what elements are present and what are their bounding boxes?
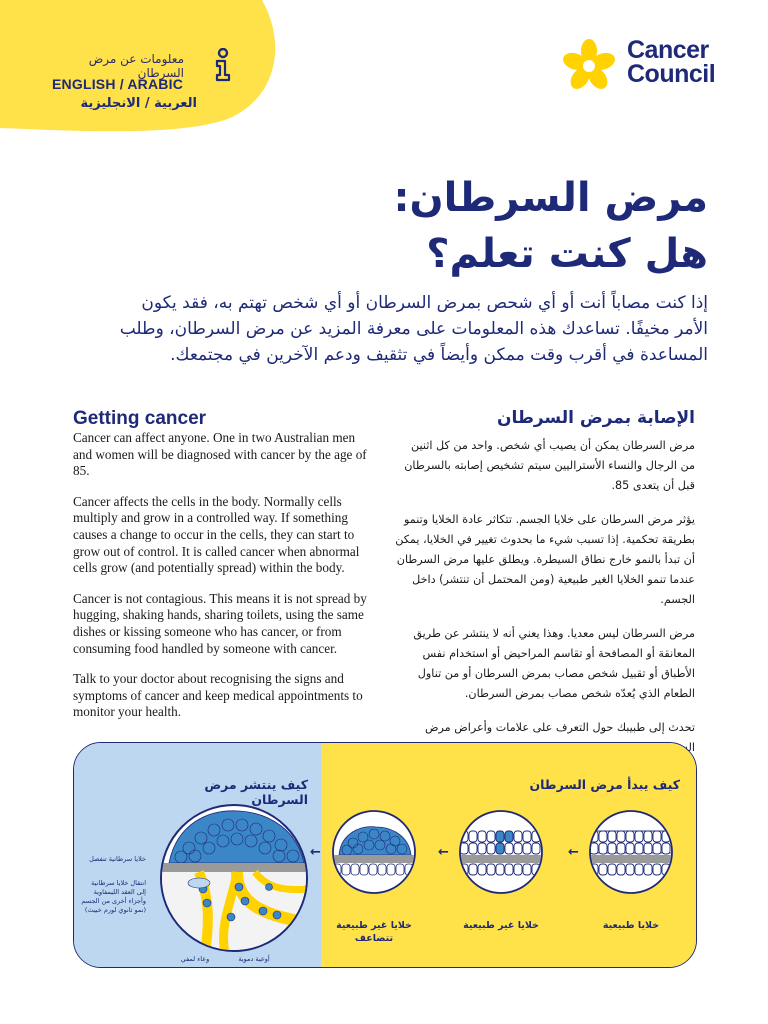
note-cells-break-off: خلايا سرطانية تنفصل [89, 855, 146, 863]
cancer-spread-illustration [159, 803, 309, 957]
arrow-icon: ← [438, 845, 449, 860]
logo-line-council: Council [627, 60, 716, 88]
english-paragraph-1: Cancer can affect anyone. One in two Australian men and women will be diagnosed with cancer by the age of 85. [73, 430, 367, 479]
english-column [73, 408, 373, 735]
cancer-diagram [73, 742, 697, 968]
abnormal-cells-illustration [458, 809, 544, 899]
note-blood-vessels: أوعية دموية [238, 955, 270, 963]
arabic-column [395, 406, 695, 772]
note-lymph-vessel: وعاء لمفي [180, 955, 210, 963]
arabic-heading: الإصابة بمرض السرطان [496, 408, 695, 428]
caption-abnormal-cells: خلايا غير طبيعية [463, 920, 539, 931]
caption-normal-cells: خلايا طبيعية [602, 920, 660, 931]
normal-cells-illustration [588, 809, 674, 899]
english-paragraph-4: Talk to your doctor about recognising the signs and symptoms of cancer and keep medical appointments to monitor your health. [73, 671, 363, 720]
daffodil-icon [556, 36, 626, 96]
note-cells-spread: انتقال خلايا سرطانية إلى العقد الليمفاوية وأجزاء أخرى من الجسم (نمو ثانوي لورم خبيث) [81, 879, 146, 914]
info-icon [213, 48, 233, 86]
english-heading: Getting cancer [73, 408, 207, 429]
title-line-2: هل كنت تعلم؟ [426, 231, 708, 277]
arabic-paragraph-4: تحدث إلى طبيبك حول التعرف على علامات وأعراض مرض [424, 721, 695, 734]
multiplying-cells-illustration [331, 809, 417, 899]
language-label-arabic: العربية / الانجليزية [80, 96, 197, 111]
arrow-icon: ← [310, 845, 321, 860]
page-title [88, 170, 708, 282]
english-paragraph-3: Cancer is not contagious. This means it is not spread by hugging, shaking hands, sharing toilets, using the same dishes or kissing someone who has cancer, or from consuming food handled by someone with cancer. [73, 590, 367, 656]
diagram-title-how-cancer-starts: كيف يبدأ مرض السرطان [529, 777, 680, 792]
arabic-paragraph-3: مرض السرطان ليس معديا. وهذا يعني أنه لا ينتشر عن طريق المعانقة أو المصافحة أو تقاسم المراحيض أو استخدام نفس الأطباق أو تقبيل شخص مصاب بمرض السرطان أو من تناول الطعام الذي يُعدّه شخص مصاب بمرض السرطان. [413, 627, 695, 700]
arabic-paragraph-1: مرض السرطان يمكن أن يصيب أي شخص. واحد من كل اثنين من الرجال والنساء الأستراليين سيتم تشخيص إصابته بالسرطان قبل أن يتعدى 85. [404, 439, 695, 492]
info-label-arabic: معلومات عن مرض السرطان [88, 52, 184, 80]
logo-line-cancer: Cancer [627, 36, 709, 64]
logo-wordmark [627, 38, 715, 86]
title-line-1: مرض السرطان: [393, 175, 708, 221]
intro-paragraph: إذا كنت مصاباً أنت أو أي شحص بمرض السرطان أو أي شخص تهتم به، فقد يكون الأمر مخيفًا. تساعدك هذه المعلومات على معرفة المزيد عن مرض السرطان، وطلب المساعدة في أقرب وقت ممكن وأيضاً في تثقيف ودعم الآخرين في مجتمعك. [119, 293, 708, 365]
language-label-english: ENGLISH / ARABIC [52, 76, 184, 92]
english-paragraph-2: Cancer affects the cells in the body. Normally cells multiply and grow in a controlled way. If something causes a change to occur in the cells, they can start to grow out of control. It is called cancer when abnormal cells grow (and potentially spread) within the body. [73, 493, 360, 576]
arabic-paragraph-2: يؤثر مرض السرطان على خلايا الجسم. تتكاثر عادة الخلايا وتنمو بطريقة تحكمية. إذا تسبب شيء ما بحدوث تغيير في الخلايا، يمكن أن تبدأ بالنمو خارج نطاق السيطرة. ويطلق عليها مرض السرطان عندما تنمو الخلايا الغير طبيعية (ومن المحتمل أن تنتشر) داخل الجسم. [395, 513, 695, 606]
caption-multiplying-cells: خلايا غير طبيعية تتضاعف [336, 920, 412, 944]
diagram-title-how-cancer-spreads: كيف ينتشر مرض السرطان [204, 777, 308, 807]
arrow-icon: ← [568, 845, 579, 860]
